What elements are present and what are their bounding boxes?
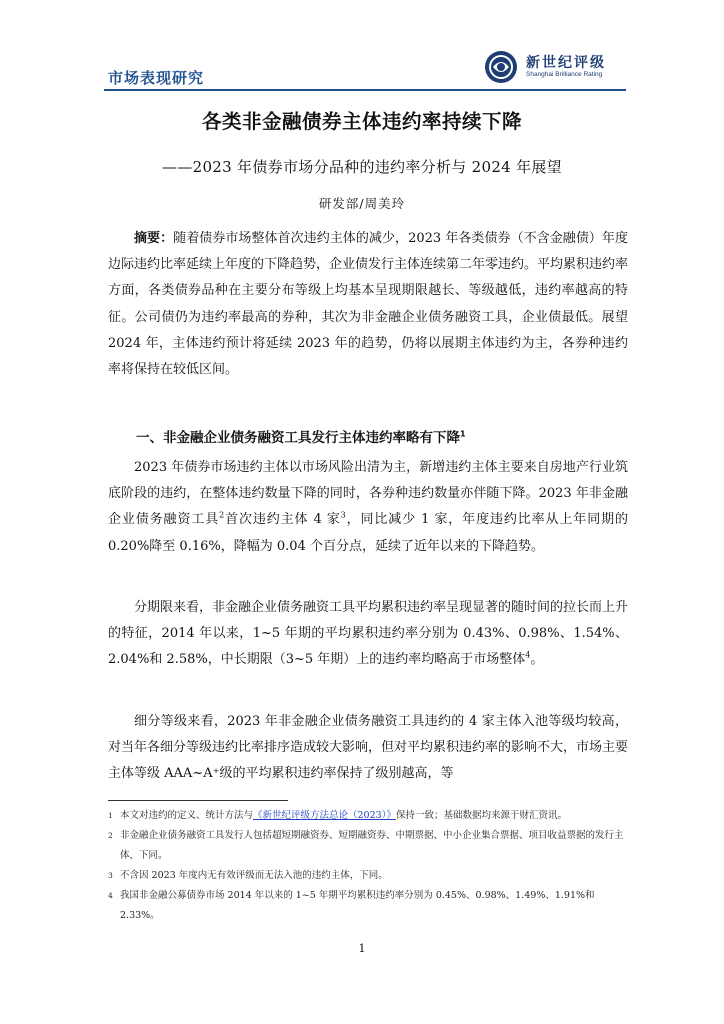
footnote-ref-3[interactable]: 3 (340, 511, 346, 521)
header-rule (104, 89, 626, 91)
footnote-2 (108, 826, 628, 866)
section-heading (136, 426, 466, 446)
footnote-number: 4 (108, 891, 113, 900)
footnote-ref-1[interactable]: 1 (460, 429, 466, 439)
footnote-1-text-a: 本文对违约的定义、统计方法与 (120, 810, 254, 821)
footnote-4 (108, 886, 628, 926)
footnote-number: 2 (108, 831, 113, 840)
footnote-text: 非金融企业债务融资工具发行人包括超短期融资券、短期融资券、中期票据、中小企业集合票据、项目收益票据的发行主体，下同。 (120, 830, 624, 861)
footnote-1-text-b: 保持一致；基础数据均来源于财汇资讯。 (395, 810, 567, 821)
author: 研发部/周美玲 (318, 196, 406, 211)
logo-text-en: Shanghai Brilliance Rating (526, 71, 603, 78)
abstract (108, 226, 628, 383)
section-heading-text: 一、非金融企业债务融资工具发行主体违约率略有下降 (136, 430, 460, 446)
document-title: 各类非金融债券主体违约率持续下降 (201, 110, 522, 133)
logo (484, 50, 634, 86)
paragraph-2-text-a: 分期限来看，非金融企业债务融资工具平均累积违约率呈现显著的随时间的拉长而上升的特征，2014 年以来，1~5 年期的平均累积违约率分别为 0.43%、0.98%、1.54%、2.04%和 2.58%，中长期限（3~5 年期）上的违约率均略高于市场整体 (108, 600, 629, 668)
abstract-text: 随着债券市场整体首次违约主体的减少，2023 年各类债券（不含金融债）年度边际违约比率延续上年度的下降趋势，企业债发行主体连续第二年零违约。平均累积违约率方面，各类债券品种在主要分布等级上均基本呈现期限越长、等级越低，违约率越高的特征。公司债仍为违约率最高的券种，其次为非金融企业债务融资工具，企业债最低。展望 2024 年，主体违约预计将延续 2023 年的趋势，仍将以展期主体违约为主，各券种违约率将保持在较低区间。 (108, 231, 629, 378)
footnote-3 (108, 866, 628, 886)
paragraph-2-text-b: 。 (530, 652, 544, 668)
footnote-1 (108, 806, 628, 826)
page-number: 1 (358, 942, 366, 955)
paragraph-3: 细分等级来看，2023 年非金融企业债务融资工具违约的 4 家主体入池等级均较高，对当年各细分等级违约比率排序造成较大影响，但对平均累积违约率的影响不大，市场主要主体等级 AAA~A⁺级的平均累积违约率保持了级别越高，等 (108, 714, 629, 782)
footnote-text (120, 806, 567, 826)
logo-text-cn: 新世纪评级 (526, 55, 606, 71)
footnote-text: 我国非金融公募债券市场 2014 年以来的 1~5 年期平均累积违约率分别为 0.45%、0.98%、1.49%、1.91%和 2.33%。 (120, 890, 595, 921)
paragraph-2 (108, 595, 628, 674)
logo-emblem-icon (484, 50, 518, 84)
footnote-ref-2[interactable]: 2 (219, 511, 225, 521)
section-name: 市场表现研究 (108, 69, 205, 87)
paragraph-1 (108, 455, 628, 560)
footnote-ref-4[interactable]: 4 (525, 651, 531, 661)
footnote-number: 1 (108, 811, 113, 820)
document-subtitle: ——2023 年债券市场分品种的违约率分析与 2024 年展望 (162, 158, 562, 176)
paragraph-1-text-b: 首次违约主体 4 家 (224, 512, 341, 528)
abstract-label: 摘要： (134, 231, 174, 246)
paragraph-1-text-a: 2023 年债券市场违约主体以市场风险出清为主，新增违约主体主要来自房地产行业筑底阶段的违约，在整体违约数量下降的同时，各券种违约数量亦伴随下降。2023 年非金融企业债务融资工具 (108, 460, 628, 528)
footnotes (108, 806, 628, 926)
paragraph-1-text-c: ，同比减少 1 家，年度违约比率从上年同期的 0.20%降至 0.16%，降幅为 0.04 个百分点，延续了近年以来的下降趋势。 (108, 512, 628, 554)
page-header (0, 0, 724, 95)
footnote-divider (108, 800, 288, 801)
methodology-link[interactable]: 《新世纪评级方法总论（2023）》 (253, 810, 396, 821)
footnote-number: 3 (108, 871, 113, 880)
footnote-text: 不含因 2023 年度内无有效评级而无法入池的违约主体，下同。 (120, 870, 388, 881)
